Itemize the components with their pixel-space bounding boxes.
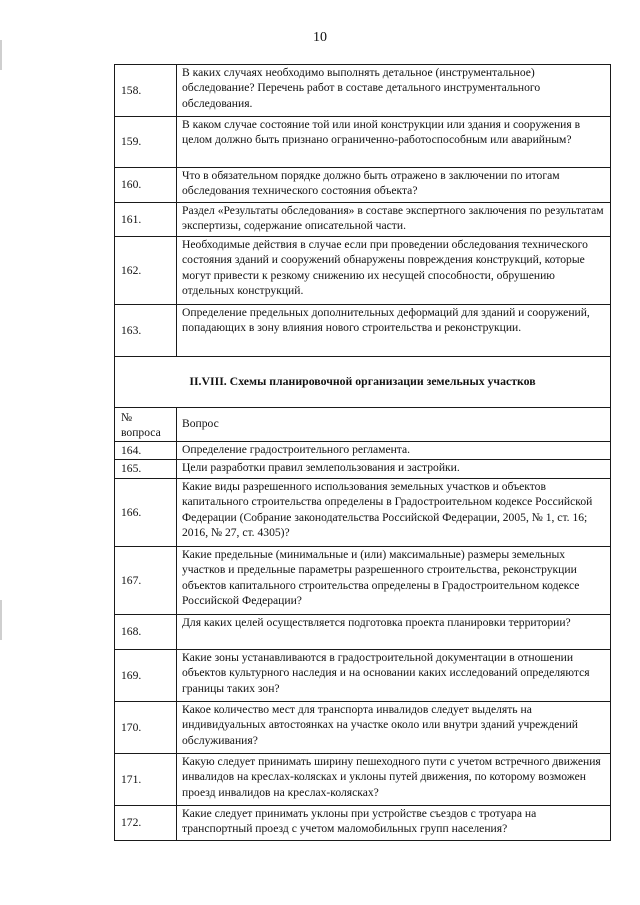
question-number: 168. xyxy=(115,614,177,649)
column-header-question: Вопрос xyxy=(177,408,611,442)
question-number: 172. xyxy=(115,805,177,840)
table-row xyxy=(115,305,611,357)
question-number: 166. xyxy=(115,478,177,546)
question-text: Раздел «Результаты обследования» в составе экспертного заключения по результатам экспертизы, содержание описательной части. xyxy=(177,203,611,237)
question-text: Необходимые действия в случае если при проведении обследования технического состояния зданий и сооружений обнаружены повреждения конструкций, которые могут привести к резкому снижению их несущей способности, обрушению отдельных конструкций. xyxy=(177,237,611,305)
question-text: Какие зоны устанавливаются в градостроительной документации в отношении объектов культурного наследия и на основании каких исследований определяются границы таких зон? xyxy=(177,649,611,701)
table-row xyxy=(115,460,611,478)
question-text: Какие следует принимать уклоны при устройстве съездов с тротуара на транспортный проезд с учетом маломобильных групп населения? xyxy=(177,805,611,840)
section-title: II.VIII. Схемы планировочной организации земельных участков xyxy=(115,357,611,408)
table-row xyxy=(115,237,611,305)
question-number: 163. xyxy=(115,305,177,357)
question-text: Определение предельных дополнительных деформаций для зданий и сооружений, попадающих в зону влияния нового строительства и реконструкции. xyxy=(177,305,611,357)
question-text: Какую следует принимать ширину пешеходного пути с учетом встречного движения инвалидов на креслах-колясках и уклоны путей движения, по которому возможен проезд инвалидов на креслах-колясках? xyxy=(177,753,611,805)
question-text: В каком случае состояние той или иной конструкции или здания и сооружения в целом должно быть признано ограниченно-работоспособным или аварийным? xyxy=(177,117,611,168)
question-number: 158. xyxy=(115,65,177,117)
table-row xyxy=(115,701,611,753)
question-number: 165. xyxy=(115,460,177,478)
scan-edge-mark xyxy=(0,600,2,640)
question-number: 160. xyxy=(115,168,177,203)
question-number: 167. xyxy=(115,546,177,614)
table-row xyxy=(115,546,611,614)
question-text: Для каких целей осуществляется подготовка проекта планировки территории? xyxy=(177,614,611,649)
question-text: Какие виды разрешенного использования земельных участков и объектов капитального строительства определены в Градостроительном кодексе Российской Федерации (Собрание законодательства Российской Федерации, 2005, № 1, ст. 16; 2016, № 27, ст. 4305)? xyxy=(177,478,611,546)
questions-table xyxy=(114,64,611,841)
question-text: Определение градостроительного регламента. xyxy=(177,442,611,460)
scan-edge-mark xyxy=(0,40,2,70)
question-text: Какое количество мест для транспорта инвалидов следует выделять на индивидуальных автостоянках на участке около или внутри зданий учреждений обслуживания? xyxy=(177,701,611,753)
table-row xyxy=(115,203,611,237)
table-header-row xyxy=(115,408,611,442)
question-text: В каких случаях необходимо выполнять детальное (инструментальное) обследование? Перечень работ в составе детального инструментального обследования. xyxy=(177,65,611,117)
section-heading-row xyxy=(115,357,611,408)
question-number: 169. xyxy=(115,649,177,701)
table-row xyxy=(115,649,611,701)
column-header-number: № вопроса xyxy=(115,408,177,442)
question-number: 162. xyxy=(115,237,177,305)
question-text: Какие предельные (минимальные и (или) максимальные) размеры земельных участков и предельные параметры разрешенного строительства, реконструкции объектов капитального строительства определены в Градостроительном кодексе Российской Федерации? xyxy=(177,546,611,614)
table-row xyxy=(115,478,611,546)
page-number: 10 xyxy=(313,30,327,45)
table-row xyxy=(115,442,611,460)
question-number: 171. xyxy=(115,753,177,805)
question-number: 164. xyxy=(115,442,177,460)
table-row xyxy=(115,753,611,805)
table-row xyxy=(115,65,611,117)
table-row xyxy=(115,805,611,840)
question-text: Цели разработки правил землепользования и застройки. xyxy=(177,460,611,478)
table-row xyxy=(115,614,611,649)
question-number: 161. xyxy=(115,203,177,237)
question-number: 159. xyxy=(115,117,177,168)
table-row xyxy=(115,168,611,203)
question-number: 170. xyxy=(115,701,177,753)
table-row xyxy=(115,117,611,168)
question-text: Что в обязательном порядке должно быть отражено в заключении по итогам обследования технического состояния объекта? xyxy=(177,168,611,203)
